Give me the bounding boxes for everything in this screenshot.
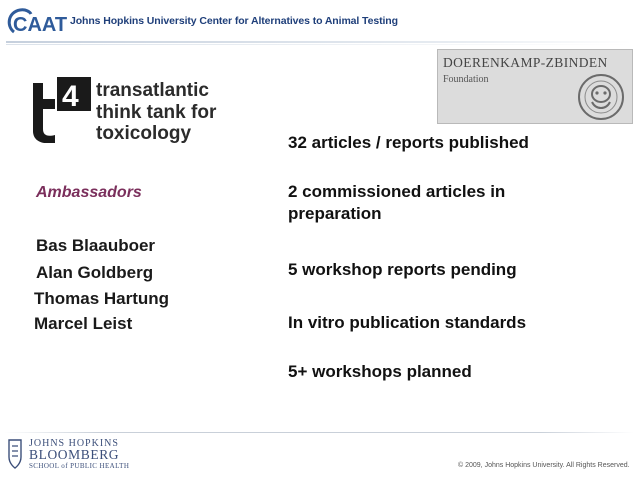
jhu-shield-icon <box>8 437 22 471</box>
t4-wordmark <box>96 80 216 145</box>
dz-title: DOERENKAMP-ZBINDEN <box>443 55 608 70</box>
caat-logo <box>4 4 68 40</box>
header-title: Johns Hopkins University Center for Alternatives to Animal Testing <box>70 15 398 27</box>
caat-logo-text: CAAT <box>13 14 68 36</box>
list-item: 2 commissioned articles in preparation <box>288 182 506 223</box>
jhu-logo-line-1: JOHNS HOPKINS <box>29 438 119 449</box>
ambassador-name: Marcel Leist <box>34 314 133 333</box>
t4-line-2: think tank for <box>96 101 217 123</box>
doerenkamp-zbinden-logo <box>437 49 633 124</box>
jhu-logo-line-3: SCHOOL of PUBLIC HEALTH <box>29 462 130 470</box>
dz-subtitle: Foundation <box>443 74 489 85</box>
list-item: 5+ workshops planned <box>288 362 472 381</box>
list-item: 32 articles / reports published <box>288 133 529 152</box>
footer-divider <box>4 432 634 433</box>
header-divider <box>6 41 632 43</box>
t4-logo-digit: 4 <box>62 80 79 113</box>
dz-emblem-icon <box>574 72 628 122</box>
copyright-notice: © 2009, Johns Hopkins University. All Rights Reserved. <box>458 462 630 469</box>
t4-line-1: transatlantic <box>96 80 209 101</box>
header-divider-secondary <box>6 44 632 45</box>
t4-logo-icon <box>29 77 91 143</box>
t4-line-3: toxicology <box>96 123 192 144</box>
ambassador-name: Alan Goldberg <box>36 263 154 282</box>
jhu-logo-line-2: BLOOMBERG <box>29 447 120 462</box>
ambassador-name: Thomas Hartung <box>34 289 170 308</box>
ambassadors-heading: Ambassadors <box>36 184 142 201</box>
list-item: In vitro publication standards <box>288 313 527 332</box>
list-item: 5 workshop reports pending <box>288 260 517 279</box>
ambassador-name: Bas Blaauboer <box>36 236 156 255</box>
